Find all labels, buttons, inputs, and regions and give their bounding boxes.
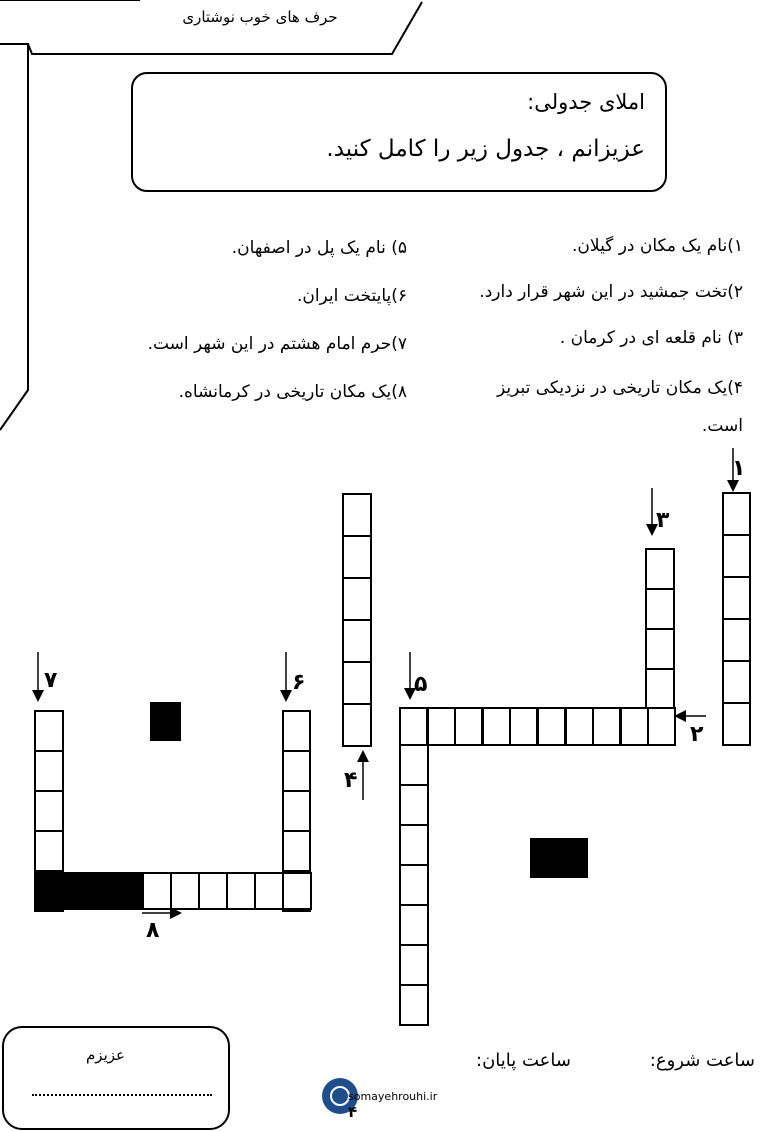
site-url: somayehrouhi.ir (348, 1090, 438, 1103)
instruction-text: عزیزانم ، جدول زیر را کامل کنید. (326, 136, 645, 162)
clue-1: ۱)نام یک مکان در گیلان. (572, 236, 743, 256)
label-3: ۳ (656, 508, 670, 533)
name-label: عزیزم (86, 1046, 125, 1064)
clue-8: ۸)یک مکان تاریخی در کرمانشاه. (178, 382, 407, 402)
label-6: ۶ (292, 670, 306, 695)
page-number: ۴ (348, 1103, 358, 1121)
label-2: ۲ (690, 722, 704, 747)
label-8: ۸ (146, 918, 160, 943)
end-time-label: ساعت پایان: (476, 1050, 571, 1071)
clue-4-continued: است. (701, 416, 743, 436)
clue-3: ۳) نام قلعه ای در کرمان . (559, 328, 743, 348)
label-7: ۷ (44, 668, 58, 693)
clue-6: ۶)پایتخت ایران. (296, 286, 407, 306)
clue-5: ۵) نام یک پل در اصفهان. (231, 238, 407, 258)
header-title: حرف های خوب نوشتاری (182, 8, 338, 26)
clue-2: ۲)تخت جمشید در این شهر قرار دارد. (479, 282, 743, 302)
logo-icon (330, 1086, 350, 1106)
instruction-title: املای جدولی: (527, 90, 645, 114)
clue-4: ۴)یک مکان تاریخی در نزدیکی تبریز (497, 378, 743, 398)
name-line[interactable] (32, 1092, 212, 1096)
clue-7: ۷)حرم امام هشتم در این شهر است. (147, 334, 407, 354)
name-box (2, 1026, 230, 1130)
label-1: ۱ (732, 456, 746, 481)
label-5: ۵ (414, 672, 428, 697)
start-time-label: ساعت شروع: (649, 1050, 755, 1071)
label-4: ۴ (344, 768, 358, 793)
